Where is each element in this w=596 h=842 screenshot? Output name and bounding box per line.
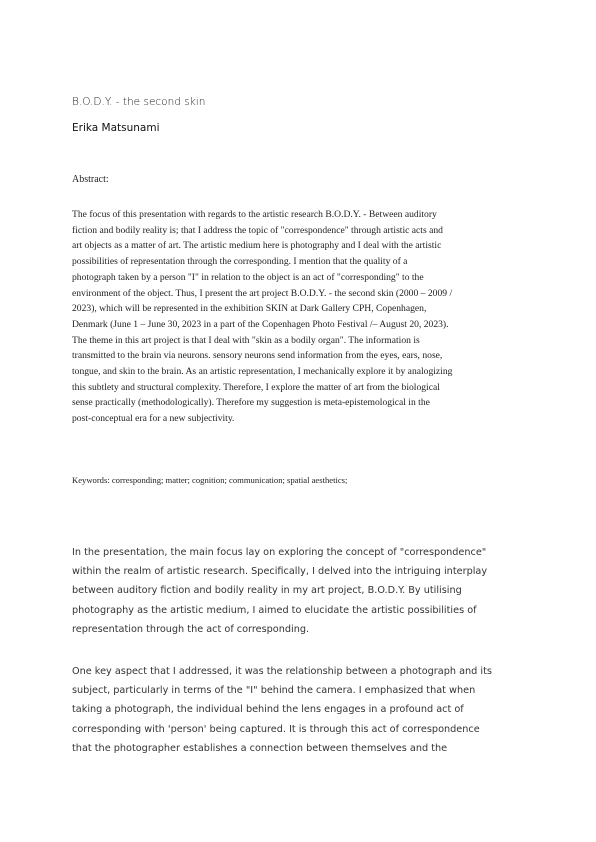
paragraph-line: photography as the artistic medium, I aimed to elucidate the artistic possibilities of [72,604,477,616]
paragraph-line: taking a photograph, the individual behind the lens engages in a profound act of [72,704,464,716]
abstract-line: The theme in this art project is that I deal with "skin as a bodily organ". The information is [72,334,420,346]
abstract-line: The focus of this presentation with regards to the artistic research B.O.D.Y. - Between auditory [72,209,437,220]
abstract-line: fiction and bodily reality is; that I address the topic of "correspondence" through artistic acts and [72,224,443,236]
abstract-line: post-conceptual era for a new subjectivity. [72,413,235,425]
abstract-line: art objects as a matter of art. The artistic medium here is photography and I deal with the artistic [72,240,442,252]
abstract-line: possibilities of representation through the corresponding. I mention that the quality of a [72,256,408,268]
abstract-text [72,207,526,427]
abstract-line: sense practically (methodologically). Therefore my suggestion is meta-epistemological in the [72,397,430,409]
abstract-line: transmitted to the brain via neurons. sensory neurons send information from the eyes, ears, nose, [72,350,443,362]
abstract-line: photograph taken by a person "I" in relation to the object is an act of "corresponding" to the [72,271,424,283]
body-paragraph [72,543,532,639]
paragraph-line: between auditory fiction and bodily reality in my art project, B.O.D.Y. By utilising [72,585,462,597]
paragraph-line: within the realm of artistic research. Specifically, I delved into the intriguing interplay [72,566,488,578]
paragraph-line: that the photographer establishes a connection between themselves and the [72,742,448,754]
paragraph-line: corresponding with 'person' being captured. It is through this act of correspondence [72,723,480,735]
abstract-line: environment of the object. Thus, I present the art project B.O.D.Y. - the second skin (2000 – 2009 / [72,287,453,299]
abstract-heading: Abstract: [72,174,109,185]
body-paragraph [72,662,532,758]
paragraph-line: One key aspect that I addressed, it was the relationship between a photograph and its [72,666,492,677]
paper-title: B.O.D.Y. - the second skin [72,96,206,108]
abstract-line: this subtlety and structural complexity. Therefore, I explore the matter of art from the biological [72,381,440,393]
paragraph-line: In the presentation, the main focus lay on exploring the concept of "correspondence" [72,547,487,558]
abstract-line: 2023), which will be represented in the exhibition SKIN at Dark Gallery CPH, Copenhagen, [72,303,427,315]
paragraph-line: subject, particularly in terms of the "I" behind the camera. I emphasized that when [72,685,476,697]
abstract-line: tongue, and skin to the brain. As an artistic representation, I mechanically explore it by analogizing [72,366,453,378]
paragraph-line: representation through the act of corresponding. [72,623,310,635]
abstract-line: Denmark (June 1 – June 30, 2023 in a part of the Copenhagen Photo Festival /– August 20, 2023). [72,318,449,330]
author-name: Erika Matsunami [72,122,160,134]
keywords: Keywords: corresponding; matter; cognition; communication; spatial aesthetics; [72,475,348,485]
